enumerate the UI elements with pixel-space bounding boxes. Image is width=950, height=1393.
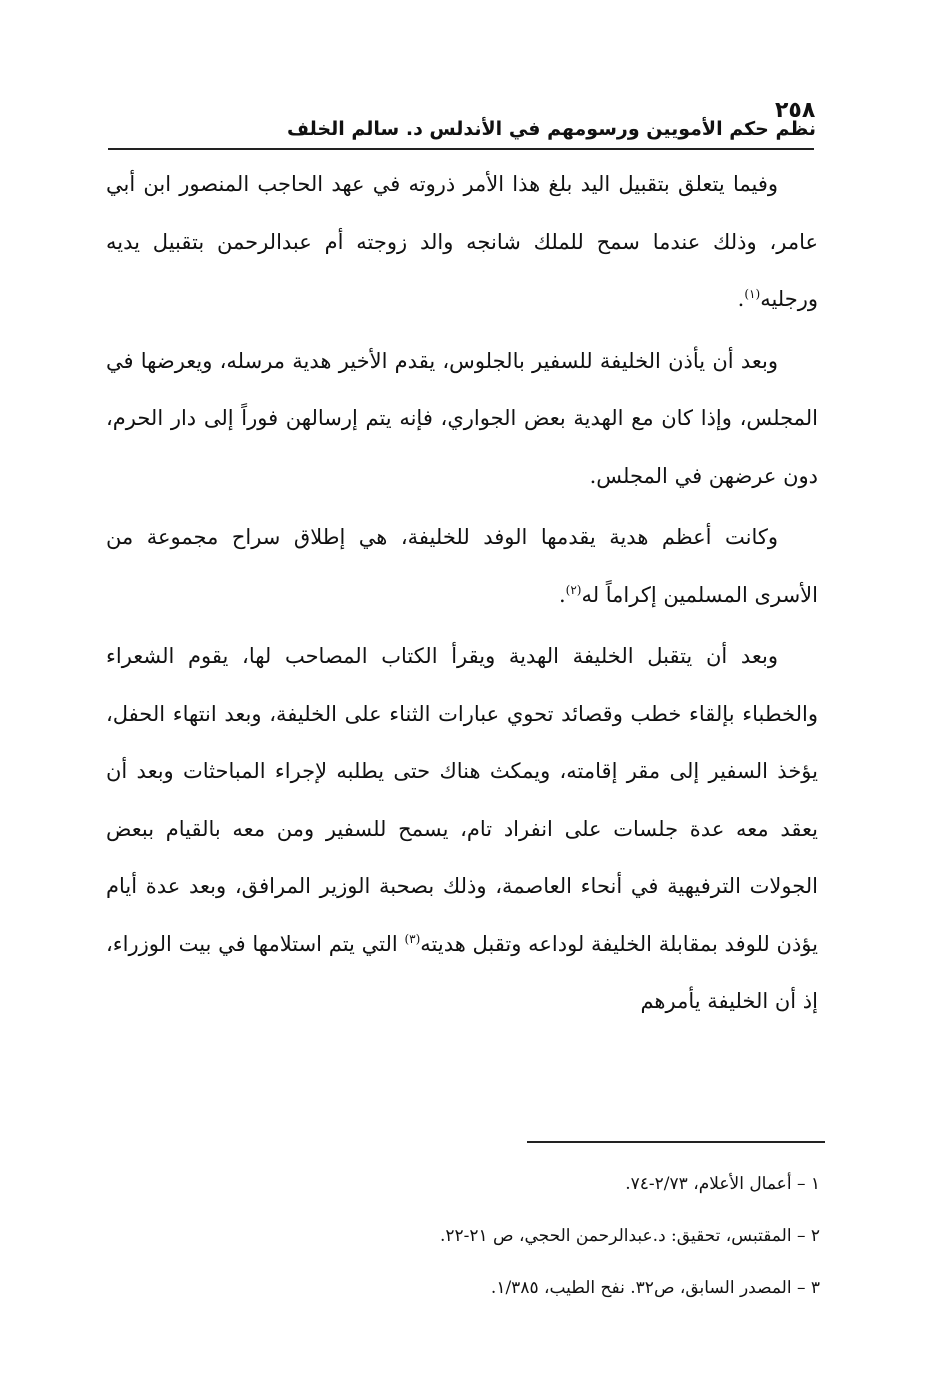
paragraph-after-ceremony xyxy=(106,628,818,1031)
paragraph-text: وفيما يتعلق بتقبيل اليد بلغ هذا الأمر ذروته في عهد الحاجب المنصور ابن أبي عامر، وذلك عندما سمح للملك شانجه والد زوجته أم عبدالرحمن بتقبيل يديه ورجليه xyxy=(106,172,818,311)
footnote-divider xyxy=(527,1141,825,1143)
paragraph-end: التي يتم استلامها في بيت الوزراء، إذ أن الخليفة يأمرهم xyxy=(106,931,818,1013)
body-text xyxy=(106,156,818,1031)
paragraph-end: . xyxy=(558,582,566,607)
header-divider xyxy=(108,148,814,150)
paragraph-greatest-gift xyxy=(106,509,818,624)
running-header-title: نظم حكم الأمويين ورسومهم في الأندلس د. سالم الخلف xyxy=(287,118,816,140)
footnote-2: ٢ – المقتبس، تحقيق: د.عبدالرحمن الحجي، ص ٢١-٢٢. xyxy=(439,1226,820,1246)
paragraph-text: وبعد أن يأذن الخليفة للسفير بالجلوس، يقدم الأخير هدية مرسله، ويعرضها في المجلس، وإذا كان مع الهدية بعض الجواري، فإنه يتم إرسالهن فوراً إلى دار الحرم، دون عرضهن في المجلس. xyxy=(106,348,818,488)
footnote-ref-2: (٢) xyxy=(565,582,582,597)
paragraph-end: . xyxy=(737,287,745,311)
footnote-3: ٣ – المصدر السابق، ص٣٢. نفح الطيب، ١/٣٨٥. xyxy=(490,1278,820,1298)
footnotes xyxy=(300,1158,820,1314)
footnote-1: ١ – أعمال الأعلام، ٢/٧٣-٧٤. xyxy=(625,1174,820,1194)
page-number: ٢٥٨ xyxy=(775,98,816,123)
footnote-ref-1: (١) xyxy=(744,287,761,301)
paragraph-text: وبعد أن يتقبل الخليفة الهدية ويقرأ الكتاب المصاحب لها، يقوم الشعراء والخطباء بإلقاء خطب وقصائد تحوي عبارات الثناء على الخليفة، وبعد انتهاء الحفل، يؤخذ السفير إلى مقر إقامته، ويمكث هناك حتى يطلبه لإجراء المباحثات وبعد أن يعقد معه عدة جلسات على انفراد تام، يسمح للسفير ومن معه بالقيام ببعض الجولات الترفيهية في أنحاء العاصمة، وذلك بصحبة الوزير المرافق، وبعد عدة أيام يؤذن للوفد بمقابلة الخليفة لوداعه وتقبل هديته xyxy=(106,644,818,956)
paragraph-gift-presentation xyxy=(106,333,818,506)
paragraph-hand-kissing xyxy=(106,156,818,329)
footnote-ref-3: (٣) xyxy=(404,931,421,946)
paragraph-text: وكانت أعظم هدية يقدمها الوفد للخليفة، هي إطلاق سراح مجموعة من الأسرى المسلمين إكراماً له xyxy=(106,525,818,607)
